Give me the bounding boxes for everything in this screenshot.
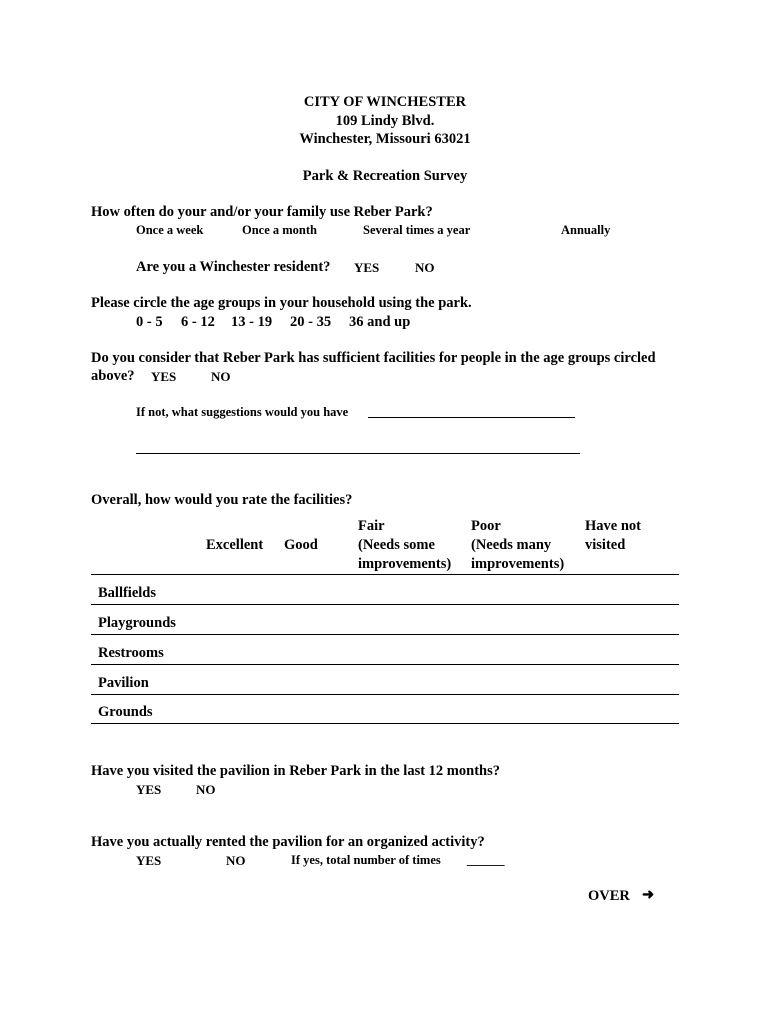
- column-good: Good: [284, 537, 318, 553]
- resident-no[interactable]: NO: [415, 260, 435, 275]
- row-divider: [91, 634, 679, 635]
- row-divider: [91, 664, 679, 665]
- pavilion-rent-question: Have you actually rented the pavilion for an organized activity?: [91, 834, 485, 850]
- age-group-0-5[interactable]: 0 - 5: [136, 314, 163, 330]
- pavilion-visit-no[interactable]: NO: [196, 782, 216, 797]
- row-divider: [91, 694, 679, 695]
- facilities-no[interactable]: NO: [211, 369, 231, 384]
- row-grounds: Grounds: [98, 704, 153, 720]
- pavilion-rent-yes[interactable]: YES: [136, 853, 162, 868]
- city-address: 109 Lindy Blvd.: [335, 113, 435, 129]
- suggestions-prompt: If not, what suggestions would you have: [136, 405, 349, 419]
- age-group-13-19[interactable]: 13 - 19: [231, 314, 273, 330]
- resident-yes[interactable]: YES: [354, 260, 380, 275]
- row-ballfields: Ballfields: [98, 585, 157, 601]
- row-restrooms: Restrooms: [98, 645, 164, 661]
- city-name: CITY OF WINCHESTER: [303, 94, 467, 110]
- row-divider: [91, 604, 679, 605]
- usage-option-annually[interactable]: Annually: [561, 223, 611, 237]
- column-poor-label: Poor: [471, 518, 501, 534]
- column-excellent: Excellent: [206, 537, 264, 553]
- usage-option-monthly[interactable]: Once a month: [242, 223, 317, 237]
- age-group-6-12[interactable]: 6 - 12: [181, 314, 215, 330]
- survey-title: Park & Recreation Survey: [302, 168, 468, 184]
- arrow-right-icon: ➜: [642, 887, 655, 903]
- pavilion-rent-no[interactable]: NO: [226, 853, 246, 868]
- rent-times-prompt: If yes, total number of times: [291, 853, 441, 867]
- suggestions-field-line1[interactable]: [368, 417, 575, 418]
- pavilion-visit-yes[interactable]: YES: [136, 782, 162, 797]
- row-divider: [91, 723, 679, 724]
- usage-option-weekly[interactable]: Once a week: [136, 223, 204, 237]
- facilities-question-line2: above?: [91, 368, 135, 384]
- column-poor-detail: (Needs many: [471, 537, 552, 553]
- city-location: Winchester, Missouri 63021: [299, 131, 471, 147]
- pavilion-visit-question: Have you visited the pavilion in Reber Park in the last 12 months?: [91, 763, 500, 779]
- row-pavilion: Pavilion: [98, 675, 149, 691]
- suggestions-field-line2[interactable]: [136, 453, 580, 454]
- column-poor-detail2: improvements): [471, 556, 565, 572]
- column-not-visited-label: Have not: [585, 518, 641, 534]
- row-playgrounds: Playgrounds: [98, 615, 176, 631]
- rating-question: Overall, how would you rate the facilities?: [91, 492, 353, 508]
- column-fair-detail2: improvements): [358, 556, 452, 572]
- over-label: OVER: [588, 888, 630, 904]
- column-not-visited-detail: visited: [585, 537, 626, 553]
- resident-question: Are you a Winchester resident?: [136, 259, 331, 275]
- usage-option-several-yearly[interactable]: Several times a year: [363, 223, 471, 237]
- rent-times-field[interactable]: ______: [467, 853, 505, 867]
- usage-question: How often do your and/or your family use Reber Park?: [91, 204, 433, 220]
- column-fair-detail: (Needs some: [358, 537, 435, 553]
- table-header-rule: [91, 574, 679, 575]
- column-fair-label: Fair: [358, 518, 385, 534]
- facilities-question-line1: Do you consider that Reber Park has sufficient facilities for people in the age groups circled: [91, 350, 656, 366]
- age-group-20-35[interactable]: 20 - 35: [290, 314, 332, 330]
- age-question: Please circle the age groups in your household using the park.: [91, 295, 472, 311]
- facilities-yes[interactable]: YES: [151, 369, 177, 384]
- age-group-36-up[interactable]: 36 and up: [349, 314, 411, 330]
